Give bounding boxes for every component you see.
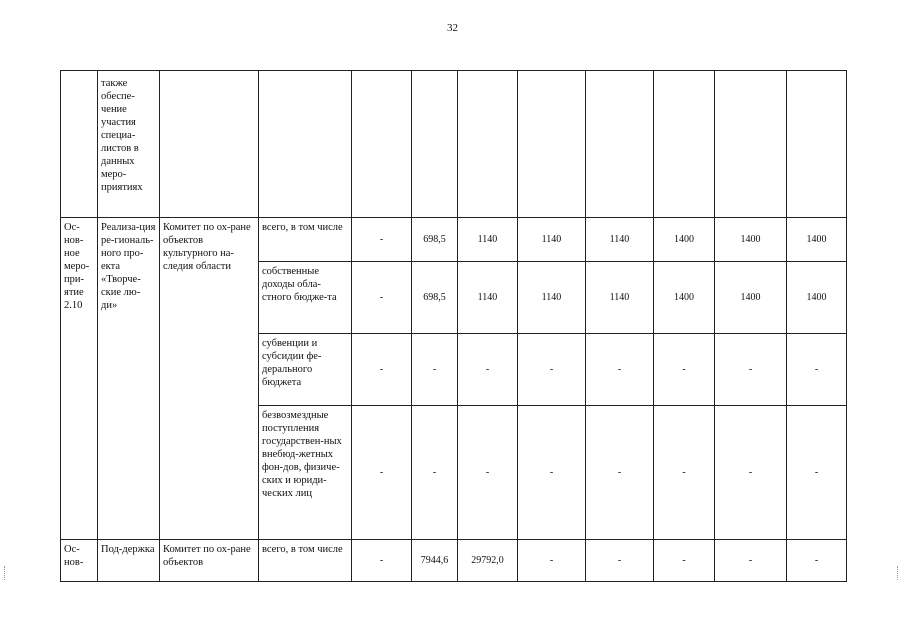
value-cell: 1400 <box>787 262 847 334</box>
budget-table <box>60 70 847 582</box>
value-cell <box>787 71 847 218</box>
value-cell: - <box>352 540 412 582</box>
value-cell: - <box>518 406 586 540</box>
value-cell: - <box>586 334 654 406</box>
event-name-cell: Под-держка <box>98 540 160 582</box>
value-cell: - <box>586 540 654 582</box>
executor-cell: Комитет по ох-ране объектов <box>160 540 259 582</box>
table-row <box>61 540 847 582</box>
value-cell: - <box>715 406 787 540</box>
funding-source-cell: всего, в том числе <box>259 218 352 262</box>
value-cell: - <box>352 218 412 262</box>
value-cell: - <box>458 334 518 406</box>
right-scan-mark <box>897 566 901 580</box>
value-cell: 1400 <box>787 218 847 262</box>
page-number: 32 <box>447 22 458 34</box>
funding-source-cell: безвозмездные поступления государствен-ных внебюд-жетных фон-дов, физиче-ских и юриди-ческих лиц <box>259 406 352 540</box>
value-cell <box>518 71 586 218</box>
event-name-cell: также обеспе-чение участия специа-листов в данных меро-приятиях <box>98 71 160 218</box>
value-cell: - <box>458 406 518 540</box>
value-cell: - <box>586 406 654 540</box>
value-cell: - <box>518 334 586 406</box>
funding-source-cell <box>259 71 352 218</box>
funding-source-cell: собственные доходы обла-стного бюдже-та <box>259 262 352 334</box>
value-cell: 1140 <box>458 218 518 262</box>
value-cell: 1400 <box>654 218 715 262</box>
value-cell: 1400 <box>654 262 715 334</box>
value-cell: 1140 <box>458 262 518 334</box>
value-cell: 1140 <box>518 218 586 262</box>
funding-source-cell: субвенции и субсидии фе-дерального бюджета <box>259 334 352 406</box>
value-cell: - <box>518 540 586 582</box>
left-scan-mark <box>4 566 8 580</box>
value-cell <box>586 71 654 218</box>
value-cell: 1140 <box>586 262 654 334</box>
event-number-cell <box>61 71 98 218</box>
value-cell: - <box>352 334 412 406</box>
value-cell <box>412 71 458 218</box>
value-cell: 1140 <box>586 218 654 262</box>
value-cell: - <box>715 540 787 582</box>
value-cell: 1400 <box>715 218 787 262</box>
value-cell: - <box>352 262 412 334</box>
value-cell: 698,5 <box>412 262 458 334</box>
value-cell: - <box>787 540 847 582</box>
value-cell: - <box>654 334 715 406</box>
executor-cell <box>160 71 259 218</box>
executor-cell: Комитет по ох-ране объектов культурного на-следия области <box>160 218 259 540</box>
value-cell: 1140 <box>518 262 586 334</box>
value-cell: 7944,6 <box>412 540 458 582</box>
value-cell: - <box>787 334 847 406</box>
table-row <box>61 71 847 218</box>
value-cell: - <box>412 406 458 540</box>
value-cell: - <box>654 406 715 540</box>
value-cell: - <box>654 540 715 582</box>
event-number-cell: Ос-нов-ное меро-при-ятие 2.10 <box>61 218 98 540</box>
value-cell: - <box>412 334 458 406</box>
event-name-cell: Реализа-ция ре-гиональ-ного про-екта «Творче-ские лю-ди» <box>98 218 160 540</box>
value-cell: - <box>352 406 412 540</box>
value-cell: 29792,0 <box>458 540 518 582</box>
value-cell: - <box>787 406 847 540</box>
value-cell <box>352 71 412 218</box>
value-cell <box>458 71 518 218</box>
value-cell: 698,5 <box>412 218 458 262</box>
value-cell <box>715 71 787 218</box>
value-cell: 1400 <box>715 262 787 334</box>
value-cell <box>654 71 715 218</box>
value-cell: - <box>715 334 787 406</box>
table-row <box>61 218 847 262</box>
event-number-cell: Ос-нов- <box>61 540 98 582</box>
funding-source-cell: всего, в том числе <box>259 540 352 582</box>
